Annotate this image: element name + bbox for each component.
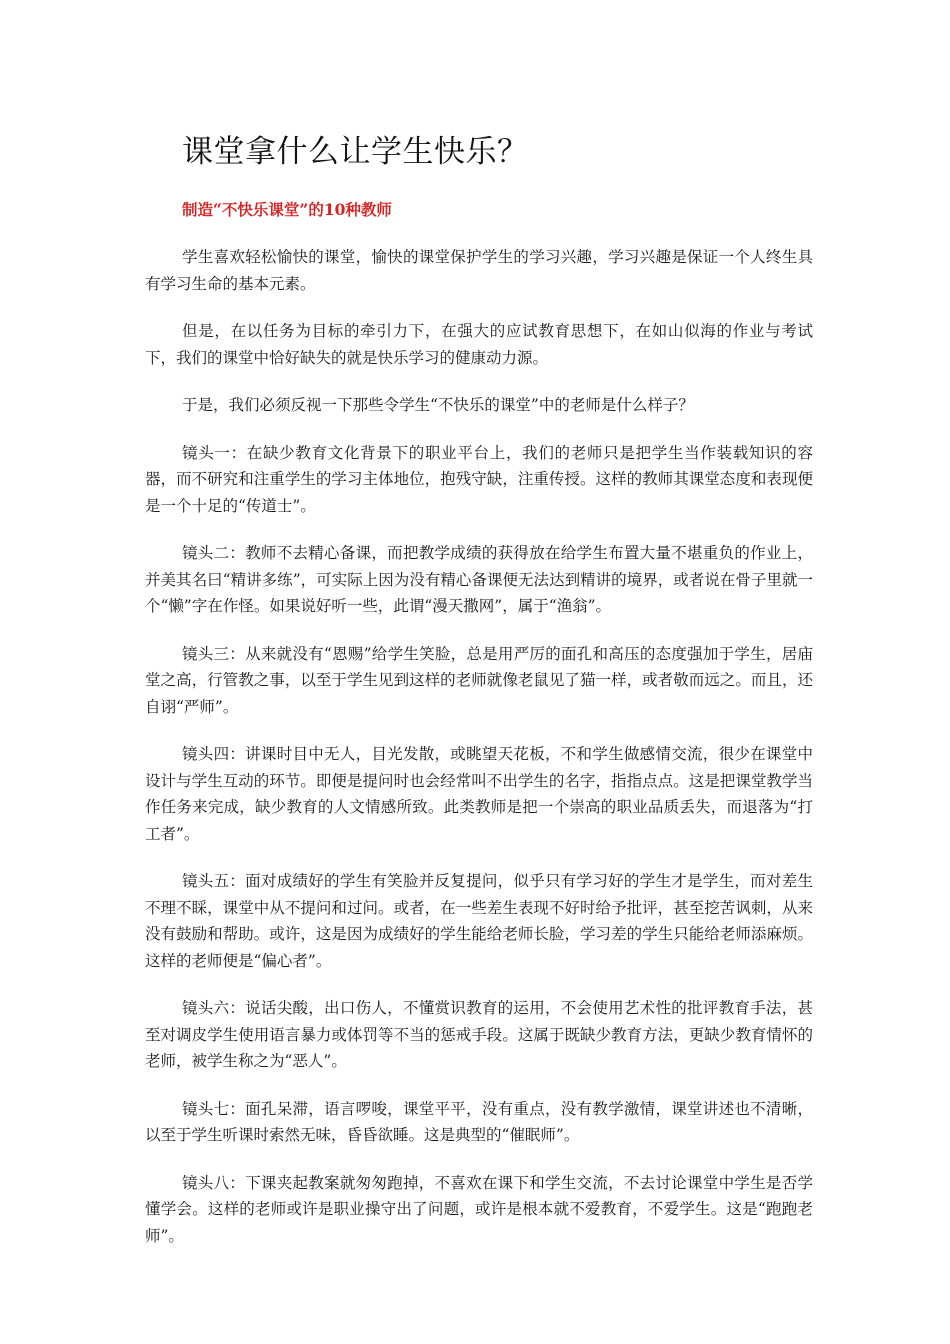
document-subtitle: 制造“不快乐课堂”的10种教师 [182, 200, 392, 219]
document-body [145, 244, 813, 1270]
paragraph-scene-1: 镜头一：在缺少教育文化背景下的职业平台上，我们的老师只是把学生当作装载知识的容器，而不研究和注重学生的学习主体地位，抱残守缺，注重传授。这样的教师其课堂态度和表现便是一个十足的“传道士”。 [145, 443, 813, 515]
paragraph-scene-5: 镜头五：面对成绩好的学生有笑脸并反复提问，似乎只有学习好的学生才是学生，而对差生不理不睬，课堂中从不提问和过问。或者，在一些差生表现不好时给予批评，甚至挖苦讽刺，从来没有鼓励和帮助。或许，这是因为成绩好的学生能给老师长脸，学习差的学生只能给老师添麻烦。这样的老师便是“偏心者”。 [145, 872, 813, 970]
paragraph-intro: 学生喜欢轻松愉快的课堂，愉快的课堂保护学生的学习兴趣，学习兴趣是保证一个人终生具有学习生命的基本元素。 [145, 248, 813, 293]
paragraph-scene-8: 镜头八：下课夹起教案就匆匆跑掉，不喜欢在课下和学生交流，不去讨论课堂中学生是否学懂学会。这样的老师或许是职业操守出了问题，或许是根本就不爱教育，不爱学生。这是“跑跑老师”。 [145, 1173, 813, 1245]
paragraph-scene-7: 镜头七：面孔呆滞，语言啰唆，课堂平平，没有重点，没有教学激情，课堂讲述也不清晰，以至于学生听课时索然无味，昏昏欲睡。这是典型的“催眠师”。 [145, 1099, 813, 1144]
paragraph-scene-2: 镜头二：教师不去精心备课，而把教学成绩的获得放在给学生布置大量不堪重负的作业上，并美其名曰“精讲多练”，可实际上因为没有精心备课便无法达到精讲的境界，或者说在骨子里就一个“懒”字在作怪。如果说好听一些，此谓“漫天撒网”，属于“渔翁”。 [145, 544, 813, 615]
document-title: 课堂拿什么让学生快乐？ [182, 134, 529, 170]
paragraph-scene-4: 镜头四：讲课时目中无人，目光发散，或眺望天花板，不和学生做感情交流，很少在课堂中设计与学生互动的环节。即便是提问时也会经常叫不出学生的名字，指指点点。这是把课堂教学当作任务来完成，缺少教育的人文情感所致。此类教师是把一个崇高的职业品质丢失，而退落为“打工者”。 [145, 745, 813, 843]
paragraph-context: 但是，在以任务为目标的牵引力下，在强大的应试教育思想下，在如山似海的作业与考试下，我们的课堂中恰好缺失的就是快乐学习的健康动力源。 [145, 322, 813, 367]
paragraph-scene-6: 镜头六：说话尖酸，出口伤人，不懂赏识教育的运用，不会使用艺术性的批评教育手法，甚至对调皮学生使用语言暴力或体罚等不当的惩戒手段。这属于既缺少教育方法，更缺少教育情怀的老师，被学生称之为“恶人”。 [145, 999, 813, 1070]
paragraph-scene-3: 镜头三：从来就没有“恩赐”给学生笑脸，总是用严厉的面孔和高压的态度强加于学生，居庙堂之高，行管教之事，以至于学生见到这样的老师就像老鼠见了猫一样，或者敬而远之。而且，还自诩“严师”。 [145, 644, 813, 716]
paragraph-question: 于是，我们必须反视一下那些令学生“不快乐的课堂”中的老师是什么样子？ [182, 396, 694, 414]
